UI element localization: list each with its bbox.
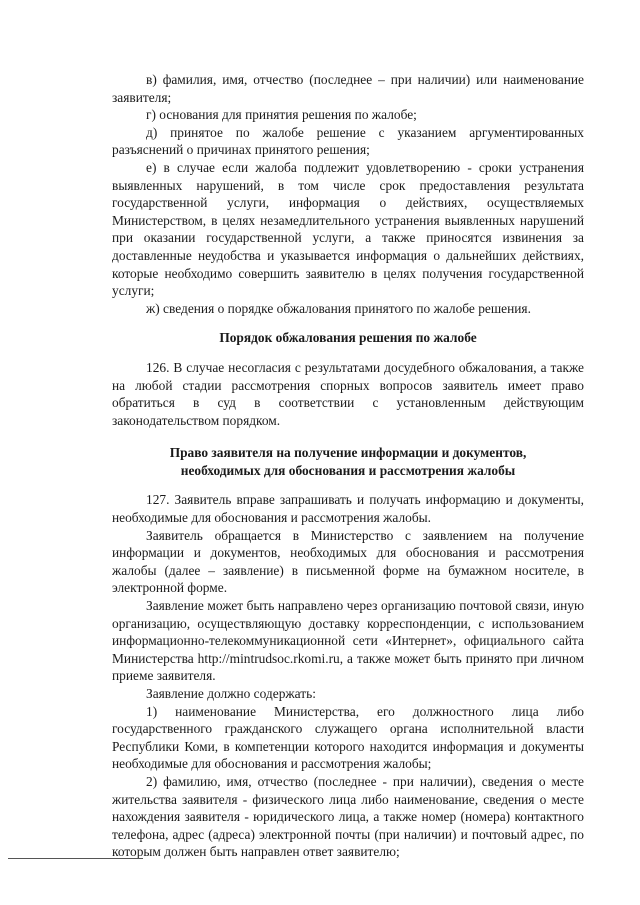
list-item-g: г) основания для принятия решения по жалобе; <box>146 107 417 123</box>
section-heading-rights-line1: Право заявителя на получение информации и документов, <box>169 445 527 461</box>
paragraph-contents-intro: Заявление должно содержать: <box>146 686 316 701</box>
footer-divider <box>8 858 143 859</box>
list-item-2: 2) фамилию, имя, отчество (последнее - при наличии), сведения о месте жительства заявителя - физического лица либо наименование, сведения о месте нахождения заявителя - юридического лица, а также номер (номера) контактного телефона, адрес (адреса) электронной почты (при наличии) и почтовый адрес, по которым должен быть направлен ответ заявителю; <box>112 773 584 860</box>
section-heading-appeal: Порядок обжалования решения по жалобе <box>219 330 477 346</box>
paragraph-submission-channels: Заявление может быть направлено через организацию почтовой связи, иную организацию, осуществляющую доставку корреспонденции, с использованием информационно-телекоммуникационной сети «Интернет», официального сайта Министерства http://mintrudsoc.rkomi.ru, а также может быть принято при личном приеме заявителя. <box>112 598 584 684</box>
paragraph-126: 126. В случае несогласия с результатами досудебного обжалования, а также на любой стадии рассмотрения спорных вопросов заявитель имеет право обратиться в суд в соответствии с установленным действующим законодательством порядком. <box>112 359 584 428</box>
list-item-zh: ж) сведения о порядке обжалования принятого по жалобе решения. <box>146 300 531 316</box>
paragraph-127: 127. Заявитель вправе запрашивать и получать информацию и документы, необходимые для обоснования и рассмотрения жалобы. <box>112 492 584 526</box>
list-item-e: е) в случае если жалоба подлежит удовлетворению - сроки устранения выявленных нарушений, в том числе срок предоставления результата государственной услуги, информация о действиях, осуществляемых Министерством, в целях незамедлительного устранения выявленных нарушений при оказании государственной услуги, а также приносятся извинения за доставленные неудобства и указывается информация о дальнейших действиях, которые необходимо совершить заявителю в целях получения государственной услуги; <box>112 159 584 299</box>
list-item-v: в) фамилия, имя, отчество (последнее – при наличии) или наименование заявителя; <box>112 72 584 105</box>
list-item-d: д) принятое по жалобе решение с указанием аргументированных разъяснений о причинах принятого решения; <box>112 124 584 158</box>
list-item-1: 1) наименование Министерства, его должностного лица либо государственного гражданского служащего органа исполнительной власти Республики Коми, в компетенции которого находится информация и документы необходимые для обоснования и рассмотрения жалобы; <box>112 703 584 772</box>
document-body <box>112 71 584 861</box>
section-heading-rights-line2: необходимых для обоснования и рассмотрения жалобы <box>180 462 516 478</box>
paragraph-applicant-request: Заявитель обращается в Министерство с заявлением на получение информации и документов, необходимых для обоснования и рассмотрения жалобы (далее – заявление) в письменной форме на бумажном носителе, в электронной форме. <box>112 527 584 596</box>
